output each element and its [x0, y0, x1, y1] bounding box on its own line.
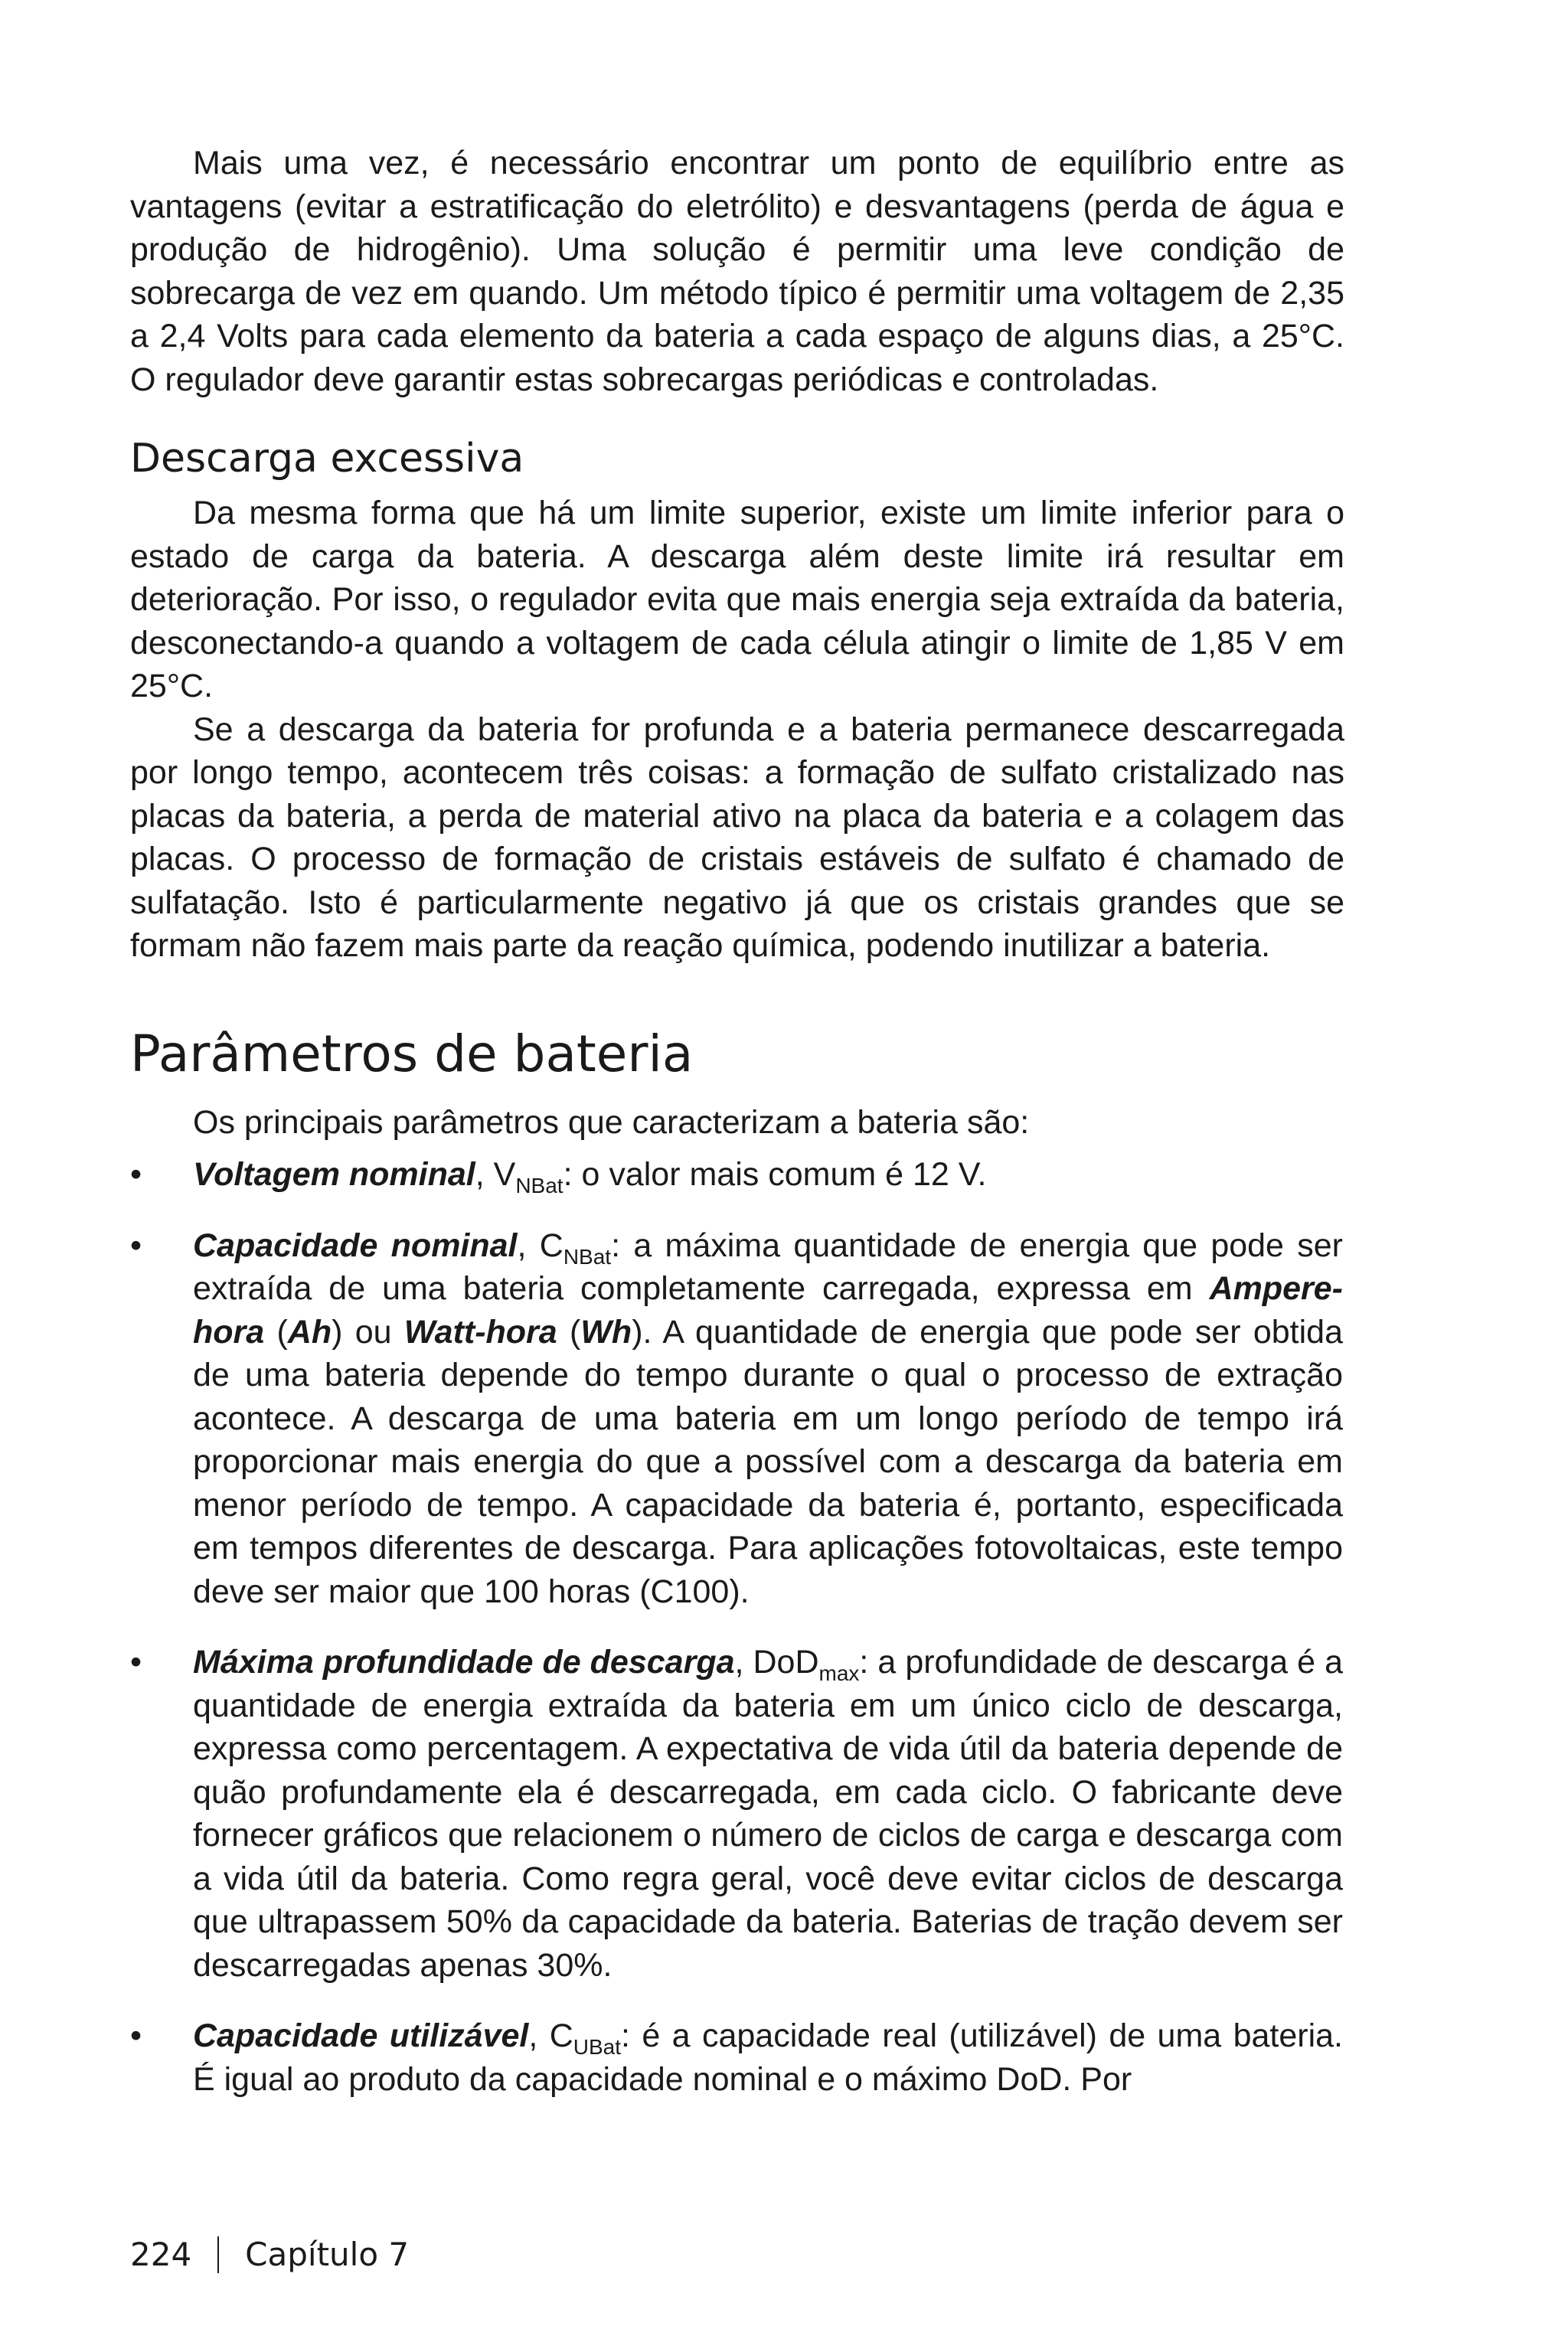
- bullet-marker: •: [130, 1644, 142, 1681]
- heading-parametros-de-bateria: Parâmetros de bateria: [130, 1024, 694, 1083]
- symbol-subscript: NBat: [515, 1174, 564, 1197]
- bullet-marker: •: [130, 2017, 142, 2054]
- page-content: [130, 142, 1344, 2128]
- item-text: : a máxima quantidade de energia que pode ser extraída de uma bateria completamente carregada, expressa em: [193, 1227, 1343, 1307]
- bullet-marker: •: [130, 1156, 142, 1193]
- symbol-subscript: UBat: [573, 2035, 622, 2059]
- item-text: : o valor mais comum é 12 V.: [563, 1156, 987, 1193]
- chapter-label: Capítulo 7: [245, 2236, 410, 2273]
- list-item-voltagem-nominal: • Voltagem nominal, $V_{NBat}$: o valor mais comum é 12 V.: [130, 1153, 1343, 1197]
- unit-wh: Wh: [580, 1313, 632, 1351]
- symbol: V: [493, 1156, 516, 1193]
- descarga-paragraph-2: Se a descarga da bateria for profunda e a bateria permanece descarregada por longo tempo, acontecem três coisas: a formação de sulfato cristalizado nas placas da bateria, a perda de material ativo na placa da bateria e a colagem das placas. O processo de formação de cristais estáveis de sulfato é chamado de sulfatação. Isto é particularmente negativo já que os cristais grandes que se formam não fazem mais parte da reação química, podendo inutilizar a bateria.: [130, 710, 1344, 964]
- symbol: C: [549, 2017, 573, 2054]
- term-label: Máxima profundidade de descarga: [193, 1644, 735, 1681]
- term-label: Capacidade utilizável: [193, 2017, 529, 2054]
- parameter-list: [130, 1153, 1344, 2101]
- descarga-paragraph-1: Da mesma forma que há um limite superior, existe um limite inferior para o estado de carga da bateria. A descarga além deste limite irá resultar em deterioração. Por isso, o regulador evita que mais energia seja extraída da bateria, desconectando-a quando a voltagem de cada célula atingir o limite de 1,85 V em 25°C.: [130, 495, 1344, 704]
- parametros-intro: Os principais parâmetros que caracterizam a bateria são:: [193, 1103, 1030, 1141]
- intro-paragraph: Mais uma vez, é necessário encontrar um ponto de equilíbrio entre as vantagens (evitar a estratificação do eletrólito) e desvantagens (perda de água e produção de hidrogênio). Uma solução é permitir uma leve condição de sobrecarga de vez em quando. Um método típico é permitir uma voltagem de 2,35 a 2,4 Volts para cada elemento da bateria a cada espaço de alguns dias, a 25°C. O regulador deve garantir estas sobrecargas periódicas e controladas.: [130, 145, 1344, 398]
- page-footer: [130, 2236, 409, 2273]
- item-text: ). A quantidade de energia que pode ser obtida de uma bateria depende do tempo durante o qual o processo de extração acontece. A descarga de uma bateria em um longo período de tempo irá proporcionar mais energia do que a possível com a descarga da bateria em menor período de tempo. A capacidade da bateria é, portanto, especificada em tempos diferentes de descarga. Para aplicações fotovoltaicas, este tempo deve ser maior que 100 horas (C100).: [193, 1313, 1343, 1610]
- list-item-maxima-profundidade: • Máxima profundidade de descarga, DoD$_{max}$: a profundidade de descarga é a quantidade de energia extraída da bateria em um único ciclo de descarga, expressa como percentagem. A expectativa de vida útil da bateria depende de quão profundamente ela é descarregada, em cada ciclo. O fabricante deve fornecer gráficos que relacionem o número de ciclos de carga e descarga com a vida útil da bateria. Como regra geral, você deve evitar ciclos de descarga que ultrapassem 50% da capacidade da bateria. Baterias de tração devem ser descarregadas apenas 30%.: [130, 1641, 1343, 1987]
- footer-divider: [217, 2236, 219, 2273]
- list-item-capacidade-nominal: • Capacidade nominal, $C_{NBat}$: a máxima quantidade de energia que pode ser extraída de uma bateria completamente carregada, expressa em Ampere-hora (Ah) ou Watt-hora (Wh). A quantidade de energia que pode ser obtida de uma bateria depende do tempo durante o qual o processo de extração acontece. A descarga de uma bateria em um longo período de tempo irá proporcionar mais energia do que a possível com a descarga da bateria em menor período de tempo. A capacidade da bateria é, portanto, especificada em tempos diferentes de descarga. Para aplicações fotovoltaicas, este tempo deve ser maior que 100 horas (C100).: [130, 1224, 1343, 1614]
- term-label: Voltagem nominal: [193, 1156, 475, 1193]
- item-text: : é a capacidade real (utilizável) de uma bateria. É igual ao produto da capacidade nominal e o máximo DoD. Por: [193, 2017, 1343, 2098]
- unit-ah: Ah: [287, 1313, 332, 1351]
- bullet-marker: •: [130, 1227, 142, 1264]
- unit-ampere-hora: Ampere-hora: [193, 1270, 1343, 1351]
- symbol: DoD: [753, 1644, 819, 1681]
- list-item-capacidade-utilizavel: • Capacidade utilizável, $C_{UBat}$: é a capacidade real (utilizável) de uma bateria. É igual ao produto da capacidade nominal e o máximo DoD. Por: [130, 2014, 1343, 2101]
- symbol-subscript: NBat: [563, 1244, 612, 1269]
- symbol-subscript: max: [818, 1661, 860, 1685]
- symbol: C: [539, 1227, 564, 1264]
- heading-descarga-excessiva: Descarga excessiva: [130, 436, 524, 482]
- item-text: : a profundidade de descarga é a quantidade de energia extraída da bateria em um único ciclo de descarga, expressa como percentagem. A expectativa de vida útil da bateria depende de quão profundamente ela é descarregada, em cada ciclo. O fabricante deve fornecer gráficos que relacionem o número de ciclos de carga e descarga com a vida útil da bateria. Como regra geral, você deve evitar ciclos de descarga que ultrapassem 50% da capacidade da bateria. Baterias de tração devem ser descarregadas apenas 30%.: [193, 1644, 1343, 1984]
- page-number: 224: [130, 2236, 192, 2273]
- unit-watt-hora: Watt-hora: [403, 1313, 557, 1351]
- term-label: Capacidade nominal: [193, 1227, 518, 1264]
